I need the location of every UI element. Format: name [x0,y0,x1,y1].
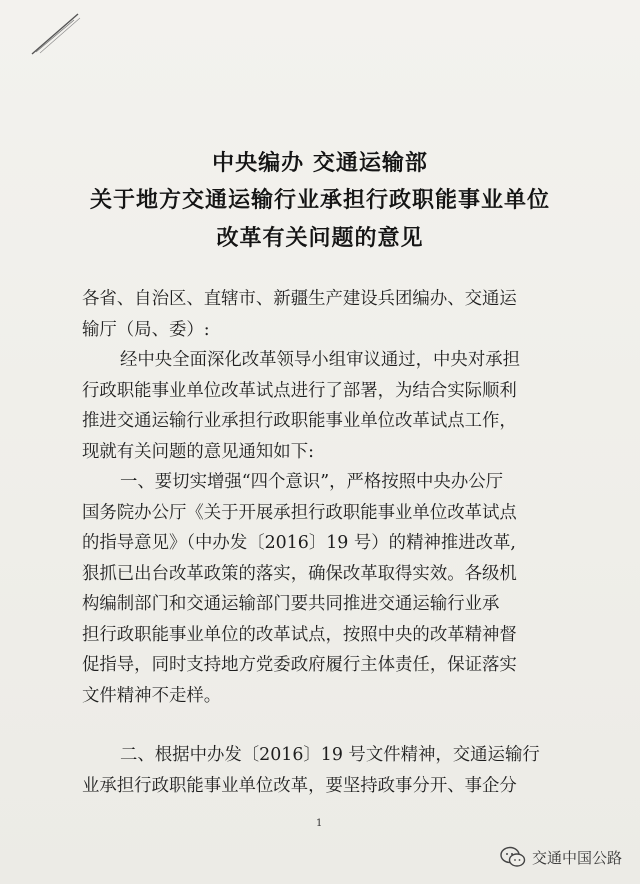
paragraph-line: 二、根据中办发〔2016〕19 号文件精神，交通运输行 [120,745,540,765]
page-number: 1 [316,818,323,829]
watermark-text: 交通中国公路 [531,848,622,867]
paragraph-line: 构编制部门和交通运输部门要共同推进交通运输行业承 [82,594,500,614]
paragraph-line: 业承担行政职能事业单位改革，要坚持政事分开、事企分 [82,775,517,796]
watermark [500,846,622,868]
paragraph-line: 狠抓已出台改革政策的落实，确保改革取得实效。各级机 [82,563,517,584]
salutation [82,284,562,345]
paragraph-3 [82,740,562,801]
paragraph-line: 文件精神不走样。 [82,685,222,706]
title-line-1: 中央编办 交通运输部 [212,151,428,176]
paragraph-line: 行政职能事业单位改革试点进行了部署，为结合实际顺利 [82,380,517,401]
paragraph-line: 国务院办公厅《关于开展承担行政职能事业单位改革试点 [82,502,517,523]
title-line-2: 关于地方交通运输行业承担行政职能事业单位 [89,188,550,213]
salutation-line: 各省、自治区、直辖市、新疆生产建设兵团编办、交通运 [82,289,517,309]
salutation-line: 输厅（局、委）: [82,319,210,340]
paragraph-line: 推进交通运输行业承担行政职能事业单位改革试点工作， [82,411,517,431]
paragraph-2 [82,467,562,711]
paragraph-line: 的指导意见》（中办发〔2016〕19 号）的精神推进改革, [82,533,516,553]
paragraph-line: 一、要切实增强“四个意识”，严格按照中央办公厅 [120,472,503,492]
pen-scratch-mark [28,10,84,58]
title-line-3: 改革有关问题的意见 [216,226,424,251]
paragraph-line: 担行政职能事业单位的改革试点，按照中央的改革精神督 [82,624,517,645]
wechat-icon [500,846,526,868]
paragraph-line: 现就有关问题的意见通知如下: [82,441,314,462]
paragraph-line: 经中央全面深化改革领导小组审议通过，中央对承担 [120,350,520,370]
paragraph-line: 促指导，同时支持地方党委政府履行主体责任，保证落实 [82,655,517,675]
paragraph-1 [82,345,562,467]
